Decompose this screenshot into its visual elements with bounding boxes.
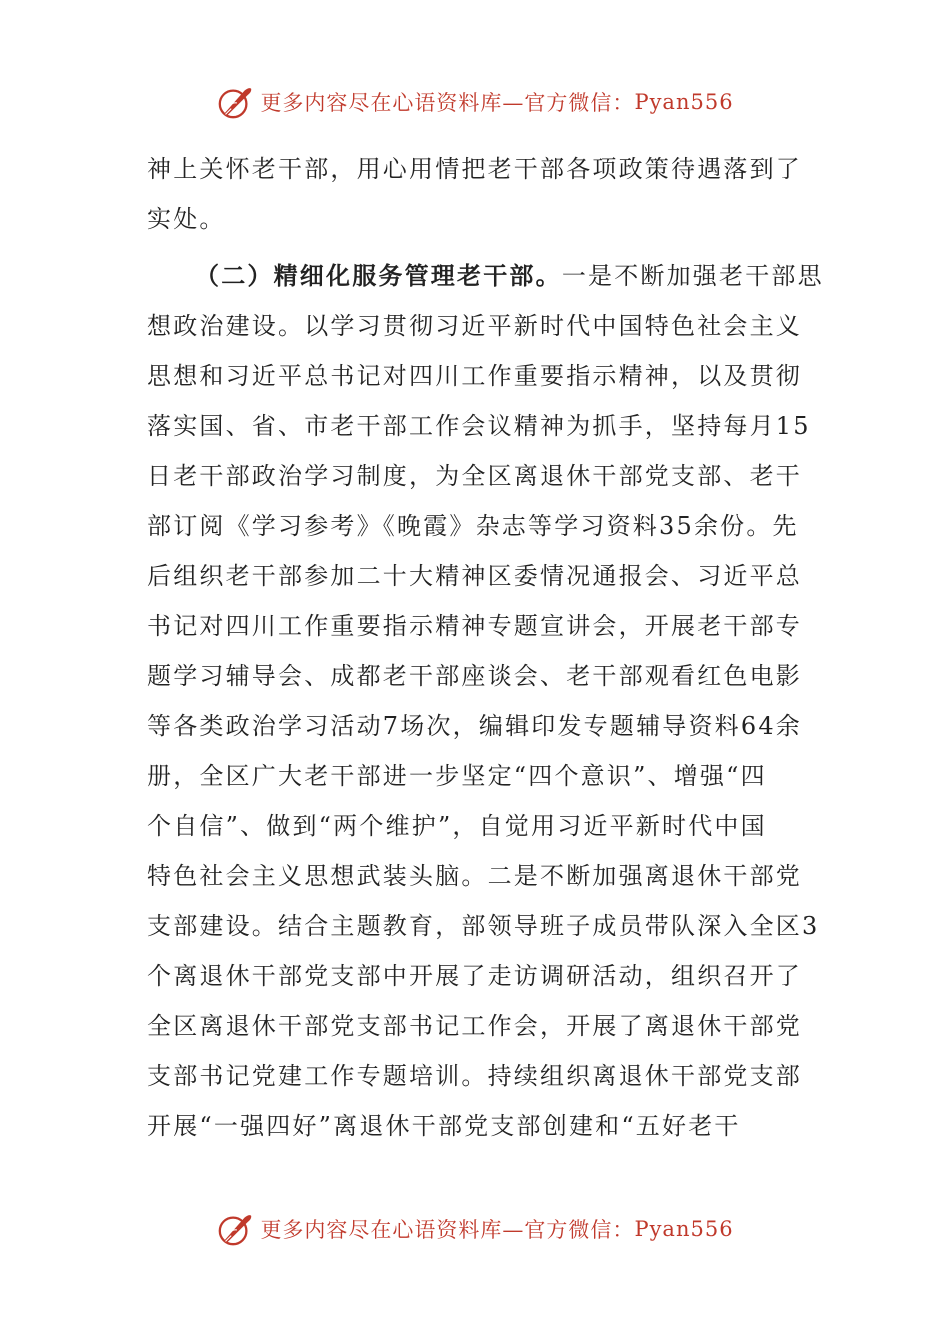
text-line: 实处。: [147, 205, 226, 233]
text-line: 想政治建设。以学习贯彻习近平新时代中国特色社会主义: [147, 312, 802, 340]
text-line: 一是不断加强老干部思: [561, 262, 824, 290]
header-banner: [0, 80, 950, 124]
text-line: 思想和习近平总书记对四川工作重要指示精神，以及贯彻: [147, 362, 802, 390]
text-line: 个离退休干部党支部中开展了走访调研活动，组织召开了: [147, 962, 802, 990]
text-line: 题学习辅导会、成都老干部座谈会、老干部观看红色电影: [147, 662, 802, 690]
text-line: 特色社会主义思想武装头脑。二是不断加强离退休干部党: [147, 862, 802, 890]
banner-text: 更多内容尽在心语资料库—官方微信：: [260, 1218, 635, 1242]
text-line: 等各类政治学习活动7场次，编辑印发专题辅导资料64余: [147, 712, 803, 740]
text-line: 个自信”、做到“两个维护”，自觉用习近平新时代中国: [147, 812, 767, 840]
text-line: 支部建设。结合主题教育，部领导班子成员带队深入全区3: [147, 912, 820, 940]
wechat-id: Pyan556: [634, 90, 734, 114]
text-line: 支部书记党建工作专题培训。持续组织离退休干部党支部: [147, 1062, 802, 1090]
section-heading: （二）精细化服务管理老干部。: [195, 261, 562, 290]
text-line: 后组织老干部参加二十大精神区委情况通报会、习近平总: [147, 562, 802, 590]
text-line: 落实国、省、市老干部工作会议精神为抓手，坚持每月15: [147, 412, 811, 440]
section-heading-line: [147, 251, 824, 301]
quill-pen-circle-icon: [216, 83, 254, 121]
banner-text: 更多内容尽在心语资料库—官方微信：: [260, 91, 635, 115]
text-line: 日老干部政治学习制度，为全区离退休干部党支部、老干: [147, 462, 802, 490]
quill-pen-circle-icon: [216, 1210, 254, 1248]
wechat-id: Pyan556: [634, 1217, 734, 1241]
text-line: 开展“一强四好”离退休干部党支部创建和“五好老干: [147, 1112, 741, 1140]
footer-banner: [0, 1207, 950, 1251]
text-line: 全区离退休干部党支部书记工作会，开展了离退休干部党: [147, 1012, 802, 1040]
text-line: 册，全区广大老干部进一步坚定“四个意识”、增强“四: [147, 762, 767, 790]
text-line: 神上关怀老干部，用心用情把老干部各项政策待遇落到了: [147, 155, 802, 183]
document-body: [147, 144, 824, 1151]
text-line: 部订阅《学习参考》《晚霞》杂志等学习资料35余份。先: [147, 512, 799, 540]
text-line: 书记对四川工作重要指示精神专题宣讲会，开展老干部专: [147, 612, 802, 640]
